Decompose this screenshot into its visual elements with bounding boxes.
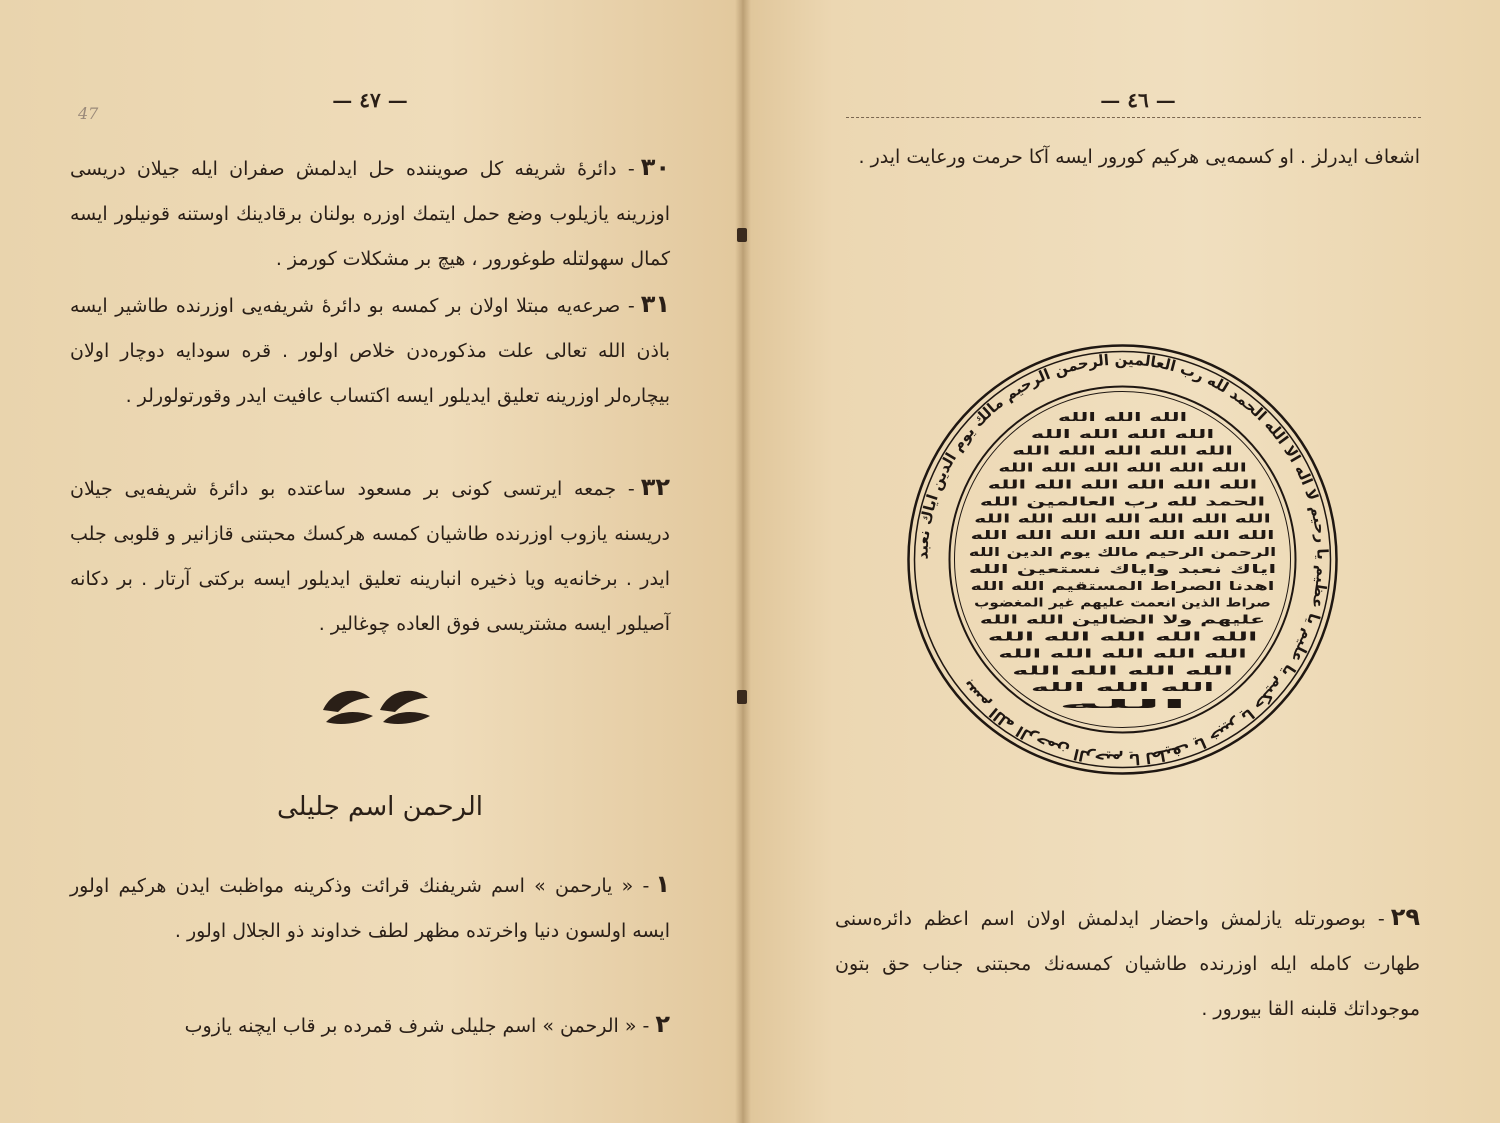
- paragraph-text: - جمعه ایرتسی کونی بر مسعود ساعتده بو دائرهٔ شریفه‌یی جیلان دریسنه یازوب اوزرنده طاشیان کمسه هرکسك محبتنی قازانیر و قلوبی جلب ایدر . برخانه‌یه ویا ذخیره انبارینه تعلیق ایدیلور ایسه برکتی آرتار . بر دکانه آصیلور ایسه مشتریسی فوق العاده چوغالیر .: [70, 478, 670, 635]
- leaf-ornament-icon: [318, 680, 436, 730]
- item-1: [70, 862, 670, 954]
- pencil-page-note: 47: [78, 104, 99, 123]
- item-number: ١: [655, 870, 670, 898]
- paragraph-31: [70, 282, 670, 419]
- paragraph-number: ٣٢: [640, 473, 670, 501]
- seal-line-text: الله الله الله الله الله: [998, 646, 1247, 661]
- seal-inner-lines: [969, 410, 1277, 711]
- paragraph-number: ٢٩: [1390, 903, 1420, 931]
- item-text: - « یارحمن » اسم شریفنك قرائت وذکرینه مواظبت ایدن هرکیم اولور ایسه اولسون دنیا واخرتده مظهر لطف خداوند ذو الجلال اولور .: [70, 875, 670, 942]
- paragraph-number: ٣٠: [640, 153, 670, 181]
- seal-line-text: الرحمن الرحیم مالك یوم الدین الله: [968, 545, 1173, 560]
- item-2: [70, 1002, 670, 1049]
- paragraph-32: [70, 465, 670, 647]
- page-number-right: — ٤٦ —: [1100, 88, 1176, 112]
- paragraph-29: [835, 895, 1420, 1032]
- seal-line-text: الله الله الله الله الله: [1012, 443, 1233, 458]
- seal-line-text: الله الله الله الله الله الله: [987, 477, 1258, 492]
- seal-line-text: علیهم ولا الضالین الله الله: [979, 612, 1136, 627]
- seal-line-text: الله الله الله: [1057, 409, 1188, 424]
- item-text: - « الرحمن » اسم جلیلی شرف قمرده بر قاب ایچنه یازوب: [184, 1015, 650, 1037]
- seal-line-text: صراط الذین انعمت علیهم غیر المغضوب: [974, 595, 1209, 610]
- binding-staple: [737, 228, 747, 242]
- paragraph-text: - صرعه‌یه مبتلا اولان بر کمسه بو دائرهٔ شریفه‌یی اوزرنده طاشیر ایسه باذن الله تعالی علت مذکوره‌دن خلاص اولور . قره سودایه دوچار اولان بیچاره‌لر اوزرینه تعلیق ایدیلور ایسه اکتساب عافیت ایدر وقورتولورلر .: [70, 295, 670, 407]
- paragraph-text: - بوصورتله یازلمش واحضار ایدلمش اولان اسم اعظم دائره‌سنی طهارت کامله ایله اوزرنده طاشیان کمسه‌نك محبتنی جناب حق بتون موجوداتك قلبنه القا بیورور .: [835, 908, 1420, 1020]
- seal-line-text: الحمد لله رب العالمین الله: [979, 494, 1266, 509]
- intro-paragraph: اشعاف ایدرلز . او کسمه‌یی هرکیم کورور ایسه آکا حرمت ورعایت ایدر .: [858, 146, 1420, 168]
- paragraph-number: ٣١: [640, 290, 670, 318]
- seal-line-text: الله الله الله: [1030, 680, 1215, 695]
- seal-line-text: الله الله الله الله: [1012, 663, 1233, 678]
- seal-line-text: الله الله الله الله الله الله: [998, 460, 1247, 475]
- item-number: ٢: [655, 1010, 670, 1038]
- seal-line-text: الله الله الله الله: [1030, 426, 1215, 441]
- seal-line-text: ایاك نعبد وایاك نستعین الله: [968, 561, 1130, 576]
- talisman-seal: [905, 342, 1340, 777]
- seal-line-text: اهدنا الصراط المستقیم الله الله: [970, 578, 1275, 593]
- seal-line-text: الله: [1057, 697, 1188, 712]
- section-title: الرحمن اسم جلیلی: [276, 792, 484, 822]
- header-rule: [846, 117, 1421, 118]
- paragraph-30: [70, 145, 670, 282]
- seal-line-text: الله الله الله الله الله الله الله: [974, 511, 1271, 526]
- page-number-left: — ٤٧ —: [332, 88, 408, 112]
- seal-line-text: الله الله الله الله الله: [987, 629, 1258, 644]
- seal-line-text: الله الله الله الله الله الله الله: [970, 528, 1275, 543]
- paragraph-text: - دائرهٔ شریفه کل صویننده حل ایدلمش صفران ایله جیلان دریسی اوزرینه یازیلوب وضع حمل ایتمك اوزره بولنان برقادینك اوستنه قونیلور ایسه کمال سهولتله طوغورور ، هیچ بر مشکلات کورمز .: [70, 158, 670, 270]
- binding-staple: [737, 690, 747, 704]
- book-gutter: [735, 0, 751, 1123]
- seal-outer-ring-text: بسم الله الرحمن الرحیم یا لطیف یا خبیر یا حکیم یا علیم یا عظیم یا رحیم لا اله الا الله الحمد لله رب العالمین الرحمن الرحیم مالك یوم الدین ایاك نعبد: [913, 350, 1332, 769]
